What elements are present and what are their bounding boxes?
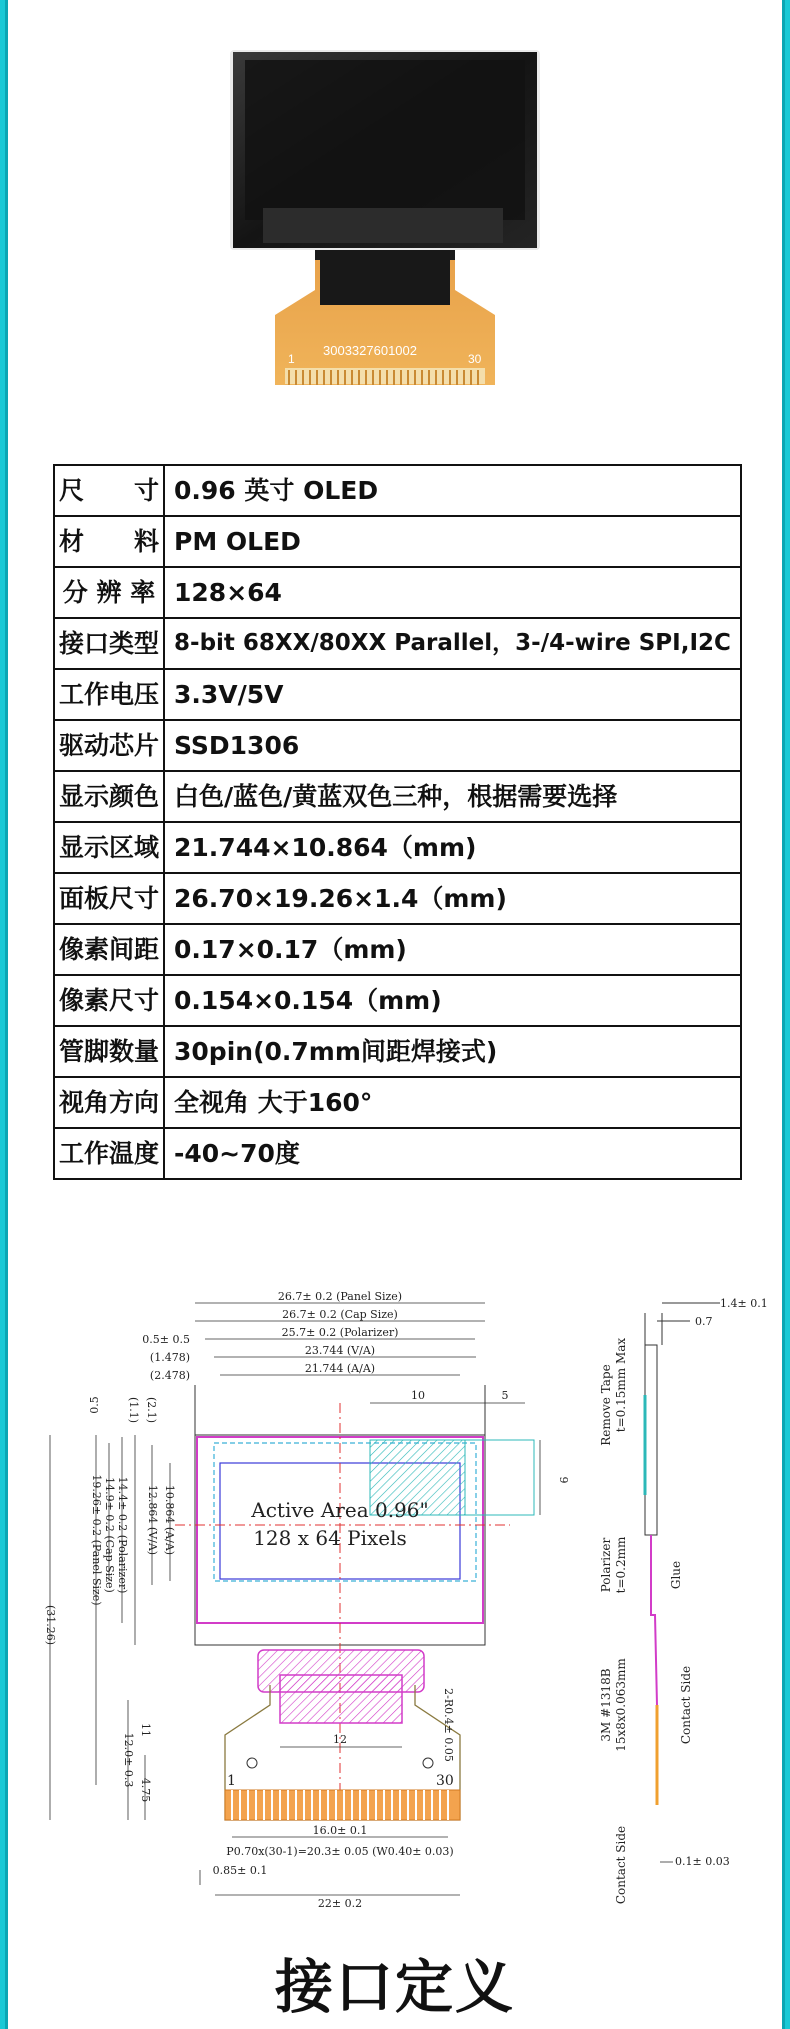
active-area-label: Active Area 0.96" (251, 1498, 429, 1522)
dim-viewing-area: 23.744 (V/A) (304, 1344, 376, 1357)
tape-thickness-label: t=0.15mm Max (614, 1337, 628, 1433)
spec-row (54, 873, 741, 924)
polarizer-thickness-label: t=0.2mm (614, 1536, 628, 1594)
dim-12: 12 (333, 1733, 347, 1746)
side-dim-07: 0.7 (695, 1315, 713, 1328)
fpc-pin-first: 1 (288, 352, 295, 366)
spec-row (54, 1026, 741, 1077)
spec-value: 0.154×0.154（mm) (164, 975, 741, 1026)
spec-label: 材 料 (54, 516, 164, 567)
spec-row (54, 975, 741, 1026)
mechanical-drawing (40, 1285, 768, 1920)
spec-value: 128×64 (164, 567, 741, 618)
dim-offset-05: 0.5± 0.5 (142, 1333, 190, 1346)
spec-row (54, 465, 741, 516)
spec-label: 接口类型 (54, 618, 164, 669)
spec-value: 0.17×0.17（mm) (164, 924, 741, 975)
spec-value: 白色/蓝色/黄蓝双色三种，根据需要选择 (164, 771, 741, 822)
glue-label: Glue (669, 1560, 683, 1590)
spec-value: 30pin(0.7mm间距焊接式) (164, 1026, 741, 1077)
spec-row (54, 567, 741, 618)
spec-row (54, 618, 741, 669)
spec-label: 工作电压 (54, 669, 164, 720)
dim-v-1926: 19.26± 0.2 (Panel Size) (90, 1474, 103, 1606)
fpc-pin-last: 30 (468, 352, 482, 366)
polarizer-label: Polarizer (599, 1537, 613, 1593)
spec-row (54, 1077, 741, 1128)
spec-value: 3.3V/5V (164, 669, 741, 720)
spec-row (54, 516, 741, 567)
dim-v-10864: 10.864 (A/A) (163, 1484, 176, 1556)
remove-tape-label: Remove Tape (599, 1364, 613, 1446)
spec-value: 8-bit 68XX/80XX Parallel，3-/4-wire SPI,I2C (164, 618, 741, 669)
dim-v-144: 14.4± 0.2 (Polarizer) (116, 1476, 129, 1594)
dim-22: 22± 0.2 (317, 1897, 363, 1910)
dim-1478: (1.478) (149, 1351, 190, 1364)
spec-value: PM OLED (164, 516, 741, 567)
spec-value: 0.96 英寸 OLED (164, 465, 741, 516)
spec-label: 驱动芯片 (54, 720, 164, 771)
dim-5: 5 (501, 1389, 509, 1402)
dim-2478: (2.478) (149, 1369, 190, 1382)
dim-v-05: 0.5 (88, 1396, 101, 1414)
spec-label: 管脚数量 (54, 1026, 164, 1077)
spec-value: -40~70度 (164, 1128, 741, 1179)
dim-active-area: 21.744 (A/A) (304, 1362, 376, 1375)
dim-polarizer: 25.7± 0.2 (Polarizer) (281, 1326, 399, 1339)
spec-label: 视角方向 (54, 1077, 164, 1128)
spec-label: 像素间距 (54, 924, 164, 975)
spec-row (54, 771, 741, 822)
spec-row (54, 822, 741, 873)
oled-module-photo (225, 40, 545, 420)
dim-cap-size: 26.7± 0.2 (Cap Size) (282, 1308, 398, 1321)
spec-row (54, 1128, 741, 1179)
pin-thirty-marker: 30 (436, 1773, 454, 1789)
tape-3m-label: 3M #1318B (599, 1668, 613, 1742)
left-border-stripe (0, 0, 8, 2029)
spec-label: 面板尺寸 (54, 873, 164, 924)
dim-v-475: 4.75 (139, 1777, 152, 1803)
spec-label: 像素尺寸 (54, 975, 164, 1026)
spec-value: 21.744×10.864（mm) (164, 822, 741, 873)
dim-pitch: P0.70x(30-1)=20.3± 0.05 (W0.40± 0.03) (226, 1845, 454, 1858)
pixel-count-label: 128 x 64 Pixels (253, 1526, 407, 1550)
dim-v-120: 12.0± 0.3 (122, 1732, 135, 1788)
dim-v-11: (1.1) (127, 1396, 140, 1424)
side-dim-01: 0.1± 0.03 (675, 1855, 730, 1868)
spec-row (54, 669, 741, 720)
spec-label: 显示区域 (54, 822, 164, 873)
dim-v-21: (2.1) (145, 1396, 158, 1424)
spec-value: 全视角 大于160° (164, 1077, 741, 1128)
dim-10: 10 (411, 1389, 425, 1402)
dim-9: 9 (557, 1476, 570, 1484)
spec-row (54, 924, 741, 975)
spec-label: 尺 寸 (54, 465, 164, 516)
pin-one-marker: 1 (227, 1773, 236, 1789)
spec-table (53, 464, 742, 1180)
dim-v-149: 14.9± 0.2 (Cap Size) (103, 1477, 116, 1593)
spec-value: SSD1306 (164, 720, 741, 771)
contact-side-right: Contact Side (679, 1665, 693, 1745)
right-border-stripe (782, 0, 790, 2029)
tape-dimension-label: 15x8x0.063mm (614, 1658, 628, 1752)
contact-side-bottom: Contact Side (614, 1825, 628, 1905)
spec-value: 26.70×19.26×1.4（mm) (164, 873, 741, 924)
interface-definition-heading: 接口定义 (274, 1953, 515, 2021)
dim-v-12864: 12.864 (V/A) (146, 1484, 159, 1556)
dim-panel-size: 26.7± 0.2 (Panel Size) (277, 1290, 403, 1303)
spec-label: 工作温度 (54, 1128, 164, 1179)
spec-label: 显示颜色 (54, 771, 164, 822)
spec-row (54, 720, 741, 771)
dim-v-11b: 11 (139, 1723, 152, 1737)
dim-radius: 2-R0.4± 0.05 (442, 1688, 455, 1762)
fpc-serial-number: 3003327601002 (323, 343, 417, 358)
dim-16: 16.0± 0.1 (312, 1824, 368, 1837)
side-dim-14: 1.4± 0.1 (720, 1297, 768, 1310)
spec-label: 分 辨 率 (54, 567, 164, 618)
dim-085: 0.85± 0.1 (212, 1864, 268, 1877)
dim-v-3126: (31.26) (44, 1604, 57, 1646)
